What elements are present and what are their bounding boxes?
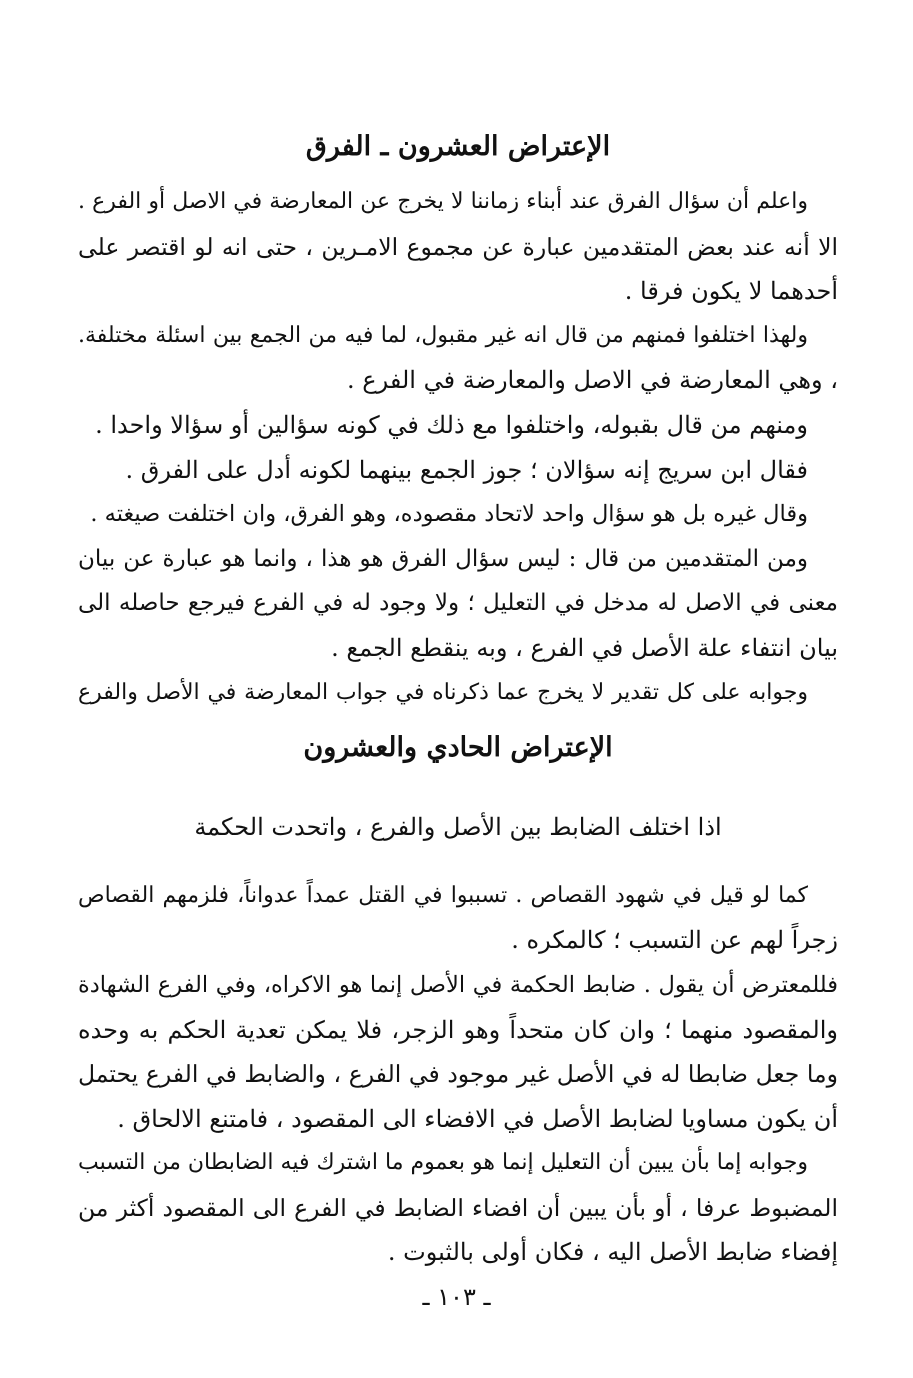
paragraph-line: ولهذا اختلفوا فمنهم من قال انه غير مقبول، لما فيه من الجمع بين اسئلة مختلفة.: [78, 322, 808, 348]
section-title: الإعتراض الحادي والعشرون: [303, 732, 613, 764]
section-lead-line: اذا اختلف الضابط بين الأصل والفرع ، واتحدت الحكمة: [194, 813, 722, 842]
paragraph-line: ، وهي المعارضة في الاصل والمعارضة في الفرع .: [347, 366, 838, 395]
paragraph-line: معنى في الاصل له مدخل في التعليل ؛ ولا وجود له في الفرع فيرجع حاصله الى: [78, 590, 838, 617]
page-header-title: الإعتراض العشرون ـ الفرق: [305, 131, 611, 162]
paragraph-line: المضبوط عرفا ، أو بأن يبين أن افضاء الضابط في الفرع الى المقصود أكثر من: [78, 1193, 838, 1222]
paragraph-line: أن يكون مساويا لضابط الأصل في الافضاء الى المقصود ، فامتنع الالحاق .: [117, 1104, 838, 1133]
paragraph-line: أحدهما لا يكون فرقا .: [624, 277, 838, 306]
page-number: ـ ١٠٣ ـ: [422, 1283, 491, 1311]
paragraph-line: كما لو قيل في شهود القصاص . تسببوا في القتل عمداً عدواناً، فلزمهم القصاص: [78, 882, 808, 908]
paragraph-line: بيان انتفاء علة الأصل في الفرع ، وبه ينقطع الجمع .: [331, 633, 838, 662]
paragraph-line: وما جعل ضابطا له في الأصل غير موجود في الفرع ، والضابط في الفرع يحتمل: [78, 1060, 838, 1089]
paragraph-line: ومن المتقدمين من قال : ليس سؤال الفرق هو هذا ، وانما هو عبارة عن بيان: [78, 545, 808, 572]
section-difference: [78, 180, 838, 715]
paragraph-line: فقال ابن سريج إنه سؤالان ؛ جوز الجمع بينهما لكونه أدل على الفرق .: [125, 455, 808, 484]
paragraph-line: ومنهم من قال بقبوله، واختلفوا مع ذلك في كونه سؤالين أو سؤالا واحدا .: [95, 410, 808, 439]
paragraph-line: إفضاء ضابط الأصل اليه ، فكان أولى بالثبوت .: [387, 1238, 838, 1267]
document-page: [78, 120, 838, 1275]
paragraph-line: والمقصود منهما ؛ وان كان متحداً وهو الزجر، فلا يمكن تعدية الحكم به وحده: [78, 1015, 838, 1044]
paragraph-line: زجراً لهم عن التسبب ؛ كالمكره .: [511, 926, 838, 955]
section-twenty-first-objection: [78, 805, 838, 1275]
paragraph-line: وقال غيره بل هو سؤال واحد لاتحاد مقصوده، وهو الفرق، وان اختلفت صيغته .: [90, 501, 808, 528]
paragraph-line: فللمعترض أن يقول . ضابط الحكمة في الأصل إنما هو الاكراه، وفي الفرع الشهادة: [78, 971, 838, 998]
paragraph-line: وجوابه على كل تقدير لا يخرج عما ذكرناه في جواب المعارضة في الأصل والفرع: [78, 679, 808, 705]
paragraph-line: وجوابه إما بأن يبين أن التعليل إنما هو بعموم ما اشترك فيه الضابطان من التسبب: [78, 1150, 808, 1176]
paragraph-line: الا أنه عند بعض المتقدمين عبارة عن مجموع الامـرين ، حتى انه لو اقتصر على: [78, 232, 838, 261]
paragraph-line: واعلم أن سؤال الفرق عند أبناء زماننا لا يخرج عن المعارضة في الاصل أو الفرع .: [78, 189, 808, 214]
